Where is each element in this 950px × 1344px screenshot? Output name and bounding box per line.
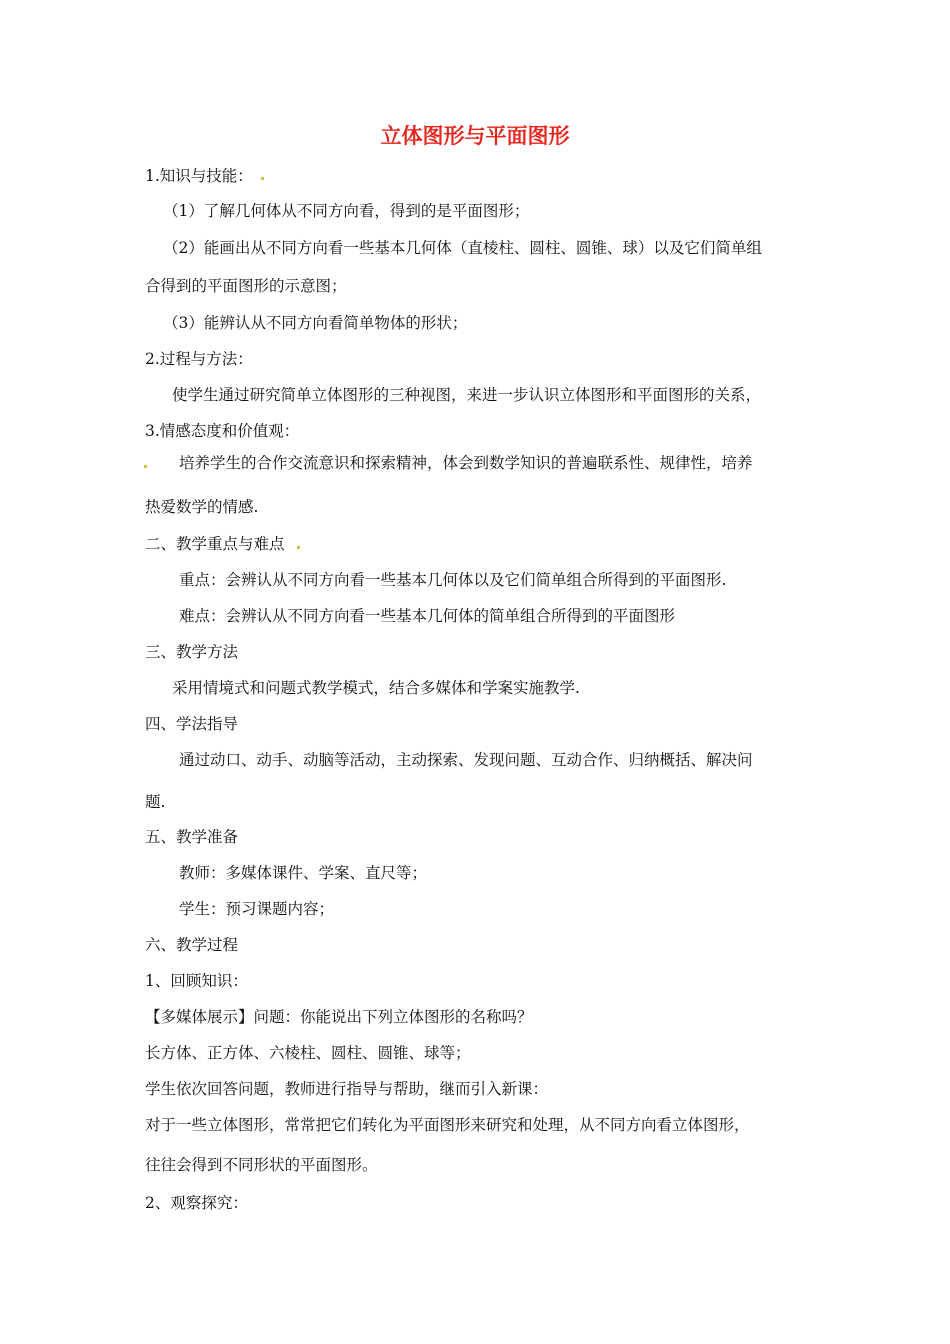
section-study-guide: 四、学法指导 bbox=[145, 715, 239, 733]
section-teaching-process: 六、教学过程 bbox=[145, 936, 239, 954]
step-review-heading: 1、回顾知识： bbox=[145, 972, 248, 990]
objective-item-2: （2）能画出从不同方向看一些基本几何体（直棱柱、圆柱、圆锥、球）以及它们简单组 bbox=[163, 239, 762, 257]
study-guide-text-cont: 题. bbox=[145, 793, 166, 811]
study-guide-text: 通过动口、动手、动脑等活动，主动探索、发现问题、互动合作、归纳概括、解决问 bbox=[179, 751, 753, 769]
step-observe-heading: 2、观察探究： bbox=[145, 1194, 248, 1212]
student-answer-text: 学生依次回答问题，教师进行指导与帮助，继而引入新课： bbox=[145, 1080, 549, 1098]
preparation-teacher: 教师：多媒体课件、学案、直尺等； bbox=[179, 864, 428, 882]
objective-item-2-cont: 合得到的平面图形的示意图； bbox=[145, 277, 347, 295]
section-teaching-method: 三、教学方法 bbox=[145, 643, 239, 661]
objective-item-3: （3）能辨认从不同方向看简单物体的形状； bbox=[163, 314, 468, 332]
preparation-student: 学生：预习课题内容； bbox=[179, 900, 335, 918]
intro-paragraph: 对于一些立体图形，常常把它们转化为平面图形来研究和处理，从不同方向看立体图形， bbox=[145, 1116, 750, 1134]
intro-paragraph-cont: 往往会得到不同形状的平面图形。 bbox=[145, 1156, 378, 1174]
objective-item-1: （1）了解几何体从不同方向看，得到的是平面图形； bbox=[163, 202, 530, 220]
process-method-text: 使学生通过研究简单立体图形的三种视图，来进一步认识立体图形和平面图形的关系， bbox=[172, 386, 762, 404]
section-preparation: 五、教学准备 bbox=[145, 828, 239, 846]
difficult-point-text: 难点：会辨认从不同方向看一些基本几何体的简单组合所得到的平面图形 bbox=[179, 607, 676, 625]
key-point-text: 重点：会辨认从不同方向看一些基本几何体以及它们简单组合所得到的平面图形. bbox=[179, 571, 727, 589]
document-title: 立体图形与平面图形 bbox=[380, 124, 570, 148]
solid-shapes-list: 长方体、正方体、六棱柱、圆柱、圆锥、球等； bbox=[145, 1044, 471, 1062]
section-attitude-values: 3.情感态度和价值观： bbox=[145, 422, 300, 440]
section-knowledge-skills: 1.知识与技能： bbox=[145, 167, 253, 185]
scan-speck bbox=[144, 465, 147, 468]
attitude-values-text: 培养学生的合作交流意识和探索精神，体会到数学知识的普遍联系性、规律性，培养 bbox=[179, 454, 753, 472]
scan-speck bbox=[297, 546, 300, 549]
teaching-method-text: 采用情境式和问题式教学模式，结合多媒体和学案实施教学. bbox=[172, 679, 580, 697]
section-process-method: 2.过程与方法： bbox=[145, 350, 253, 368]
section-key-points: 二、教学重点与难点 bbox=[145, 535, 285, 553]
multimedia-question: 【多媒体展示】问题：你能说出下列立体图形的名称吗？ bbox=[145, 1008, 533, 1026]
attitude-values-text-cont: 热爱数学的情感. bbox=[145, 498, 259, 516]
scan-speck bbox=[261, 177, 264, 180]
